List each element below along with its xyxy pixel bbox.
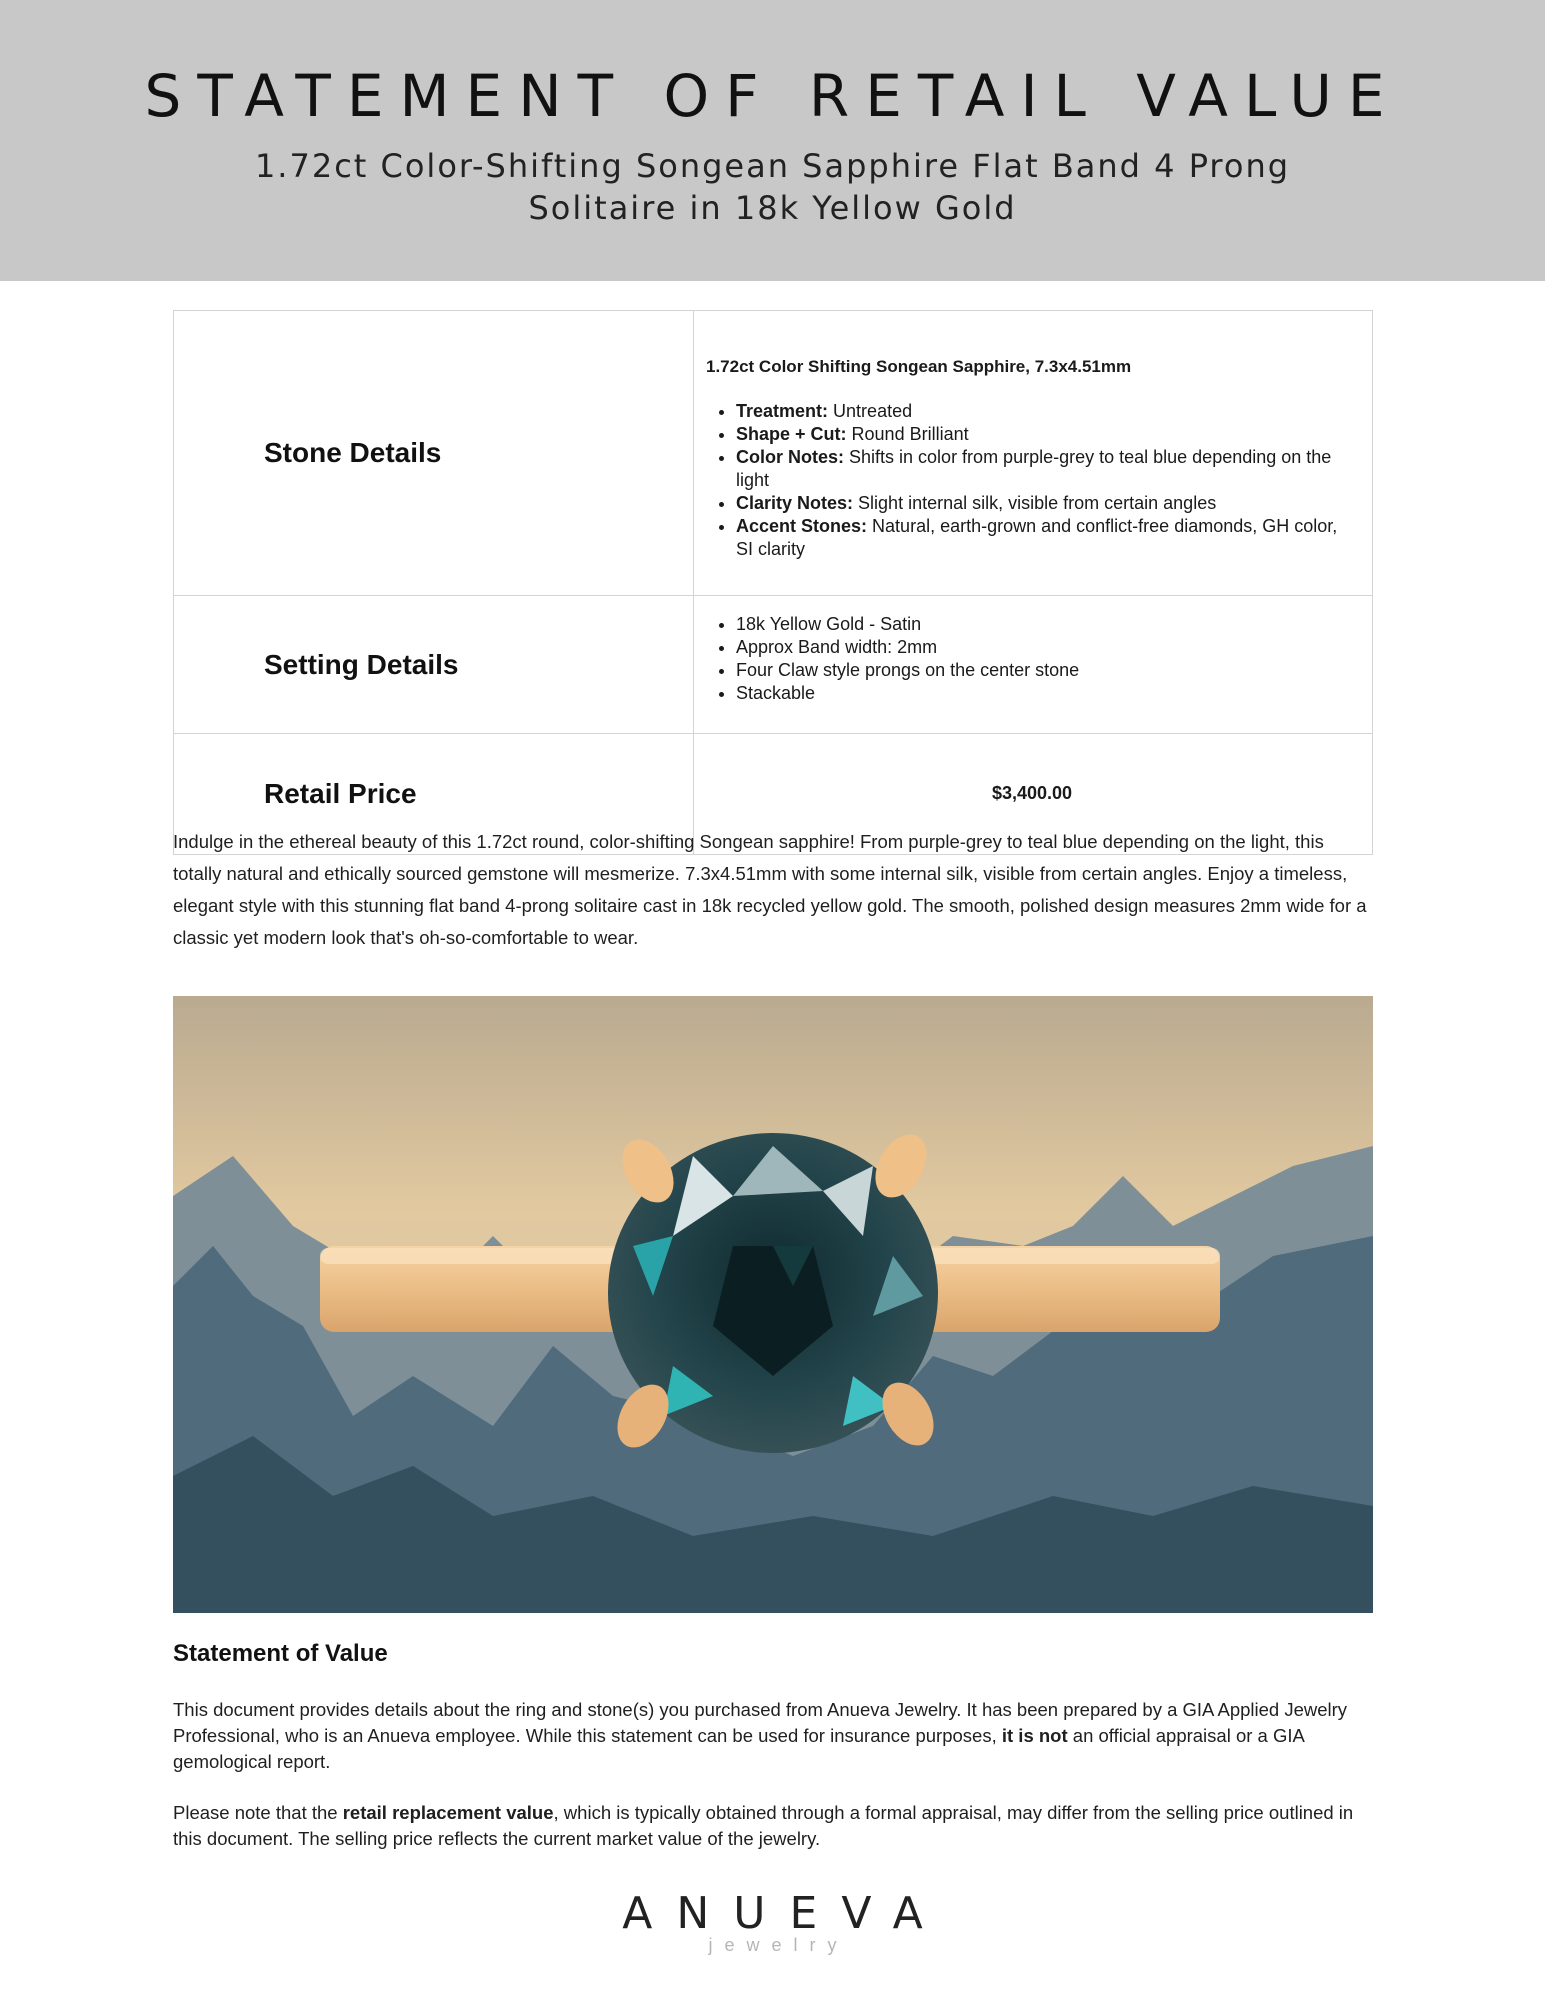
- list-item: • Accent Stones: Natural, earth-grown and conflict-free diamonds, GH color, SI clarity: [736, 515, 1358, 561]
- list-item: • Four Claw style prongs on the center stone: [736, 659, 1358, 682]
- statement-paragraph-1: This document provides details about the ring and stone(s) you purchased from Anueva Jewelry. It has been prepared by a GIA Applied Jewelry Professional, who is an Anueva employee. While this statement can be used for insurance purposes, it is not an official appraisal or a GIA gemological report.: [173, 1699, 1348, 1772]
- list-item: • Shape + Cut: Round Brilliant: [736, 423, 1358, 446]
- setting-details-row: [174, 596, 1373, 734]
- list-item: • Clarity Notes: Slight internal silk, visible from certain angles: [736, 492, 1358, 515]
- logo-subtext: jewelry: [708, 1935, 849, 1955]
- product-subtitle: 1.72ct Color-Shifting Songean Sapphire Flat Band 4 Prong Solitaire in 18k Yellow Gold: [254, 147, 1291, 227]
- retail-price-value: $3,400.00: [694, 734, 1373, 855]
- page-title: STATEMENT OF RETAIL VALUE: [144, 62, 1401, 130]
- stone-details-row: [174, 311, 1373, 596]
- product-description: Indulge in the ethereal beauty of this 1.72ct round, color-shifting Songean sapphire! From purple-grey to teal blue depending on the light, this totally natural and ethically sourced gemstone will mesmerize. 7.3x4.51mm with some internal silk, visible from certain angles. Enjoy a timeless, elegant style with this stunning flat band 4-prong solitaire cast in 18k recycled yellow gold. The smooth, polished design measures 2mm wide for a classic yet modern look that's oh-so-comfortable to wear.: [173, 831, 1367, 948]
- logo-wordmark: ANUEVA: [622, 1888, 947, 1939]
- list-item: • Treatment: Untreated: [736, 400, 1358, 423]
- details-table: [173, 310, 1373, 855]
- retail-price-label: Retail Price: [174, 734, 694, 855]
- header-banner: [0, 0, 1545, 281]
- list-item: • 18k Yellow Gold - Satin: [736, 613, 1358, 636]
- statement-of-value-heading: Statement of Value: [173, 1640, 388, 1667]
- list-item: • Stackable: [736, 682, 1358, 705]
- setting-details-value: [694, 596, 1373, 734]
- setting-details-label: Setting Details: [174, 596, 694, 734]
- setting-details-list: [706, 613, 1358, 705]
- stone-title: 1.72ct Color Shifting Songean Sapphire, 7.3x4.51mm: [706, 357, 1132, 376]
- ring-photo: [173, 996, 1373, 1613]
- stone-details-label: Stone Details: [174, 311, 694, 596]
- statement-paragraph-2: Please note that the retail replacement value, which is typically obtained through a formal appraisal, may differ from the selling price outlined in this document. The selling price reflects the current market value of the jewelry.: [173, 1802, 1354, 1849]
- stone-details-list: [706, 400, 1358, 561]
- list-item: • Color Notes: Shifts in color from purple-grey to teal blue depending on the light: [736, 446, 1358, 492]
- list-item: • Approx Band width: 2mm: [736, 636, 1358, 659]
- anueva-logo: [0, 1888, 1545, 1956]
- stone-details-value: [694, 311, 1373, 596]
